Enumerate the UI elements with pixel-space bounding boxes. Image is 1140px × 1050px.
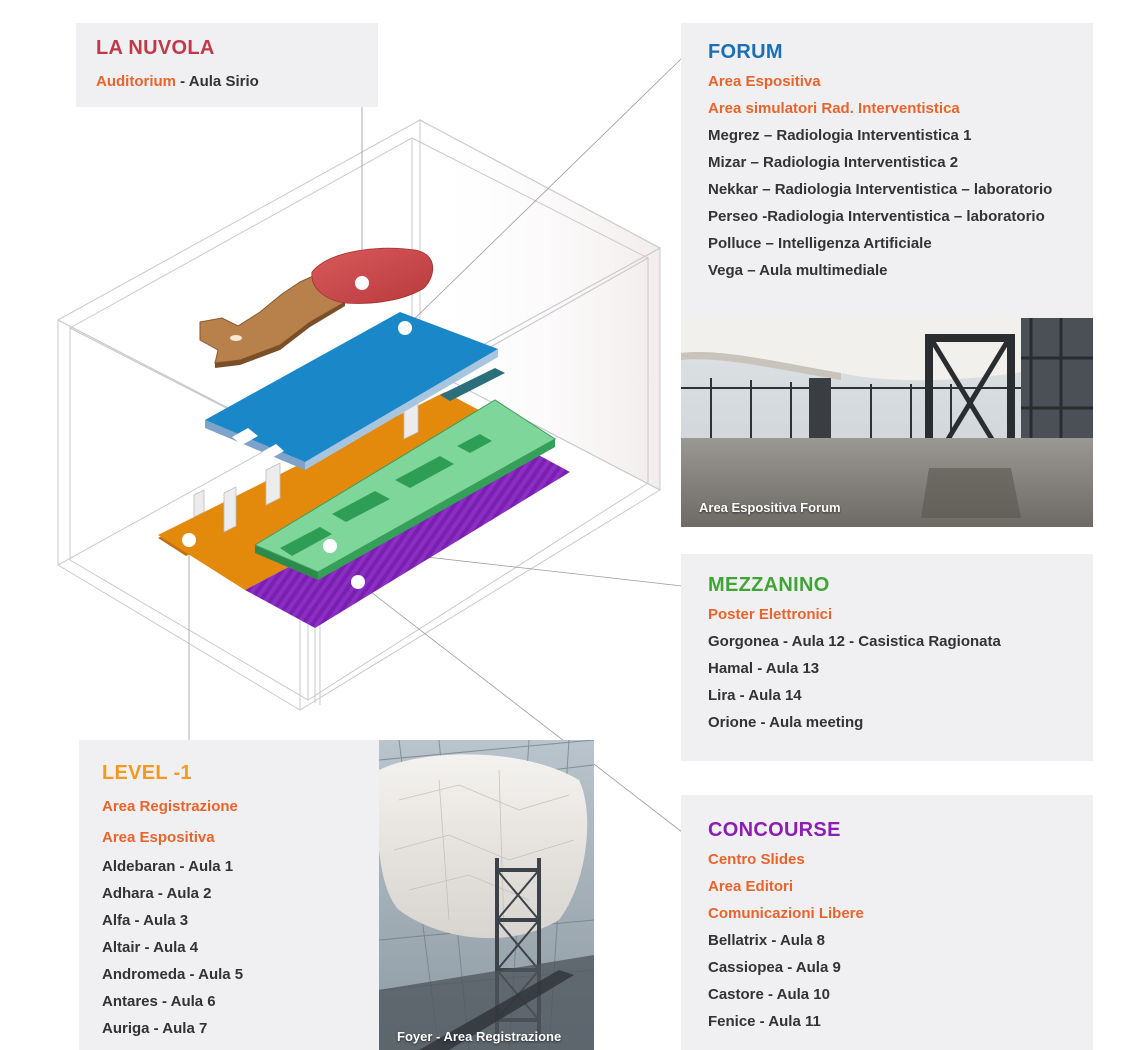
level-panel [79,740,379,1050]
nuvola-room: - Aula Sirio [176,73,259,90]
forum-photo [681,318,1093,527]
nuvola-panel [76,23,378,107]
level-title: LEVEL -1 [102,762,192,784]
forum-panel [681,23,1093,318]
level-room: Adhara - Aula 2 [102,885,212,902]
forum-room: Mizar – Radiologia Interventistica 2 [708,154,959,171]
level-photo-caption: Foyer - Area Registrazione [397,1029,562,1044]
concourse-highlight: Centro Slides [708,851,805,868]
concourse-highlight: Area Editori [708,878,794,895]
concourse-room: Bellatrix - Aula 8 [708,932,825,949]
level-photo [379,740,594,1050]
mezzanino-room: Orione - Aula meeting [708,714,864,731]
concourse-room: Fenice - Aula 11 [708,1013,821,1030]
mezzanino-room: Lira - Aula 14 [708,687,802,704]
forum-room: Megrez – Radiologia Interventistica 1 [708,127,972,144]
marker-level [182,533,196,547]
marker-forum [398,321,412,335]
forum-highlight: Area Espositiva [708,73,821,90]
mezzanino-panel [681,554,1093,761]
forum-room: Polluce – Intelligenza Artificiale [708,235,932,252]
marker-nuvola [355,276,369,290]
marker-mezzanino [323,539,337,553]
forum-room: Perseo -Radiologia Interventistica – laboratorio [708,208,1045,225]
level-room: Aldebaran - Aula 1 [102,858,234,875]
concourse-highlight: Comunicazioni Libere [708,905,864,922]
level-room: Alfa - Aula 3 [102,912,189,929]
level-room: Auriga - Aula 7 [102,1020,208,1037]
mezzanino-title: MEZZANINO [708,574,830,596]
forum-photo-caption: Area Espositiva Forum [699,500,841,515]
concourse-title: CONCOURSE [708,819,841,841]
nuvola-shape [312,248,433,303]
concourse-panel [681,795,1093,1050]
marker-concourse [351,575,365,589]
forum-title: FORUM [708,41,783,63]
level-room: Altair - Aula 4 [102,939,199,956]
level-highlight: Area Registrazione [102,798,238,815]
concourse-room: Castore - Aula 10 [708,986,830,1003]
forum-room: Vega – Aula multimediale [708,262,888,279]
nuvola-highlight: Auditorium [96,73,176,90]
concourse-room: Cassiopea - Aula 9 [708,959,841,976]
mezzanino-room: Gorgonea - Aula 12 - Casistica Ragionata [708,633,1001,650]
level-room: Antares - Aula 6 [102,993,216,1010]
level-highlight: Area Espositiva [102,829,215,846]
nuvola-line [96,68,378,95]
mezzanino-highlight: Poster Elettronici [708,606,833,623]
nuvola-title: LA NUVOLA [96,37,215,59]
level-room: Andromeda - Aula 5 [102,966,244,983]
mezzanino-room: Hamal - Aula 13 [708,660,820,677]
forum-highlight: Area simulatori Rad. Interventistica [708,100,960,117]
forum-room: Nekkar – Radiologia Interventistica – laboratorio [708,181,1053,198]
